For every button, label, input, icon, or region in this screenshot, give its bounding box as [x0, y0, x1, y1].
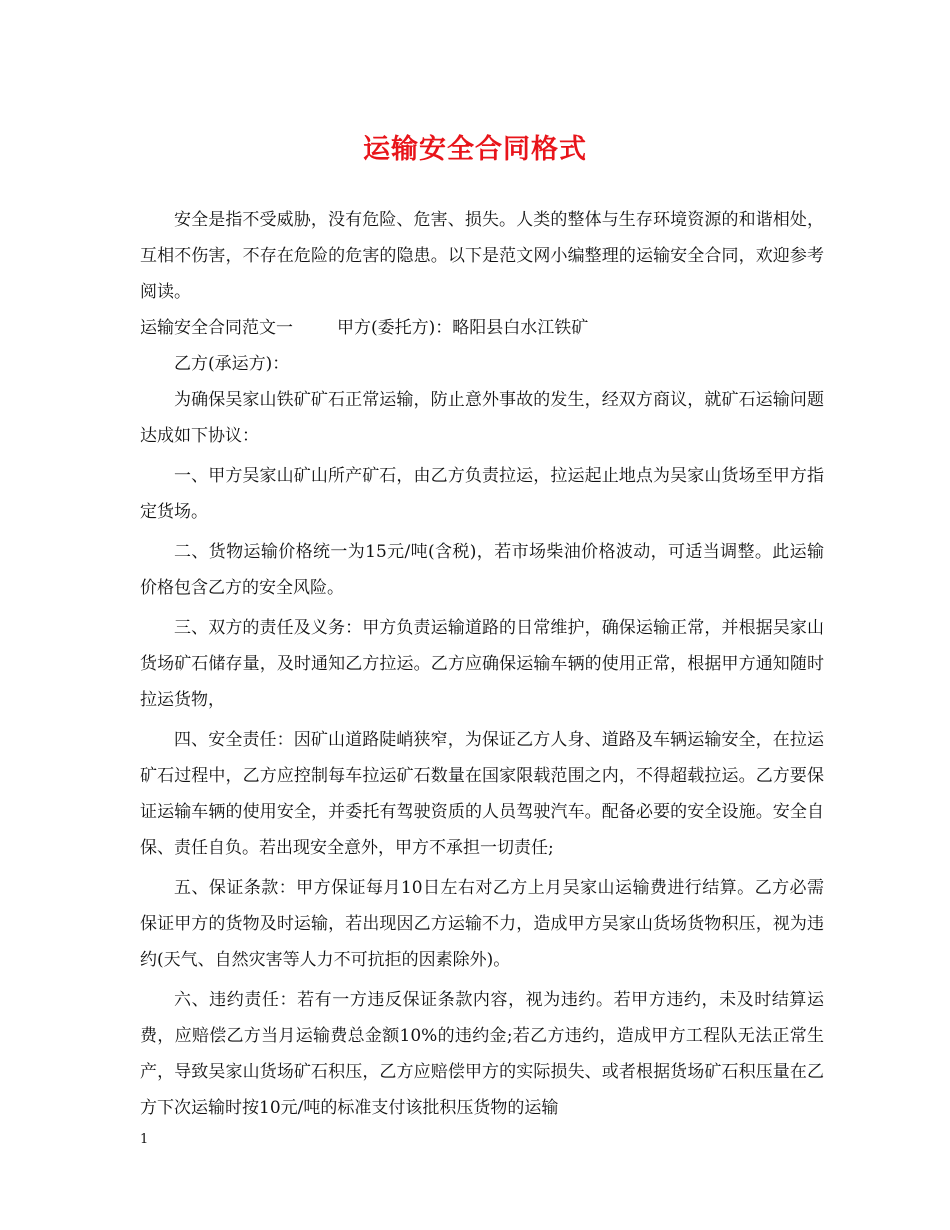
party-b: 乙方(承运方)： — [174, 354, 290, 374]
page-title: 运输安全合同格式 — [363, 134, 587, 165]
preamble-paragraph: 为确保吴家山铁矿矿石正常运输，防止意外事故的发生，经双方商议，就矿石运输问题达成如下协议： — [140, 390, 824, 446]
clause-2: 二、货物运输价格统一为15元/吨(含税)，若市场柴油价格波动，可适当调整。此运输价格包含乙方的安全风险。 — [140, 542, 824, 598]
clause-6: 六、违约责任：若有一方违反保证条款内容，视为违约。若甲方违约，未及时结算运费，应赔偿乙方当月运输费总金额10%的违约金;若乙方违约，造成甲方工程队无法正常生产，导致吴家山货场矿石积压，乙方应赔偿甲方的实际损失、或者根据货场矿石积压量在乙方下次运输时按10元/吨的标准支付该批积压货物的运输 — [140, 990, 824, 1118]
document-body — [140, 202, 824, 1126]
sample-heading-line — [140, 310, 824, 346]
clause-5: 五、保证条款：甲方保证每月10日左右对乙方上月吴家山运输费进行结算。乙方必需保证甲方的货物及时运输，若出现因乙方运输不力，造成甲方吴家山货场货物积压，视为违约(天气、自然灾害等人力不可抗拒的因素除外)。 — [140, 878, 824, 970]
clause-1: 一、甲方吴家山矿山所产矿石，由乙方负责拉运，拉运起止地点为吴家山货场至甲方指定货场。 — [140, 466, 824, 522]
intro-paragraph: 安全是指不受威胁，没有危险、危害、损失。人类的整体与生存环境资源的和谐相处，互相不伤害，不存在危险的危害的隐患。以下是范文网小编整理的运输安全合同，欢迎参考阅读。 — [140, 210, 824, 302]
page-number: 1 — [140, 1132, 149, 1147]
party-a: 甲方(委托方)：略阳县白水江铁矿 — [337, 318, 589, 338]
clause-3: 三、双方的责任及义务：甲方负责运输道路的日常维护，确保运输正常，并根据吴家山货场矿石储存量，及时通知乙方拉运。乙方应确保运输车辆的使用正常，根据甲方通知随时拉运货物， — [140, 618, 824, 710]
sample-heading: 运输安全合同范文一 — [140, 318, 293, 338]
clause-4: 四、安全责任：因矿山道路陡峭狭窄，为保证乙方人身、道路及车辆运输安全，在拉运矿石过程中，乙方应控制每车拉运矿石数量在国家限载范围之内，不得超载拉运。乙方要保证运输车辆的使用安全，并委托有驾驶资质的人员驾驶汽车。配备必要的安全设施。安全自保、责任自负。若出现安全意外，甲方不承担一切责任; — [140, 730, 824, 858]
